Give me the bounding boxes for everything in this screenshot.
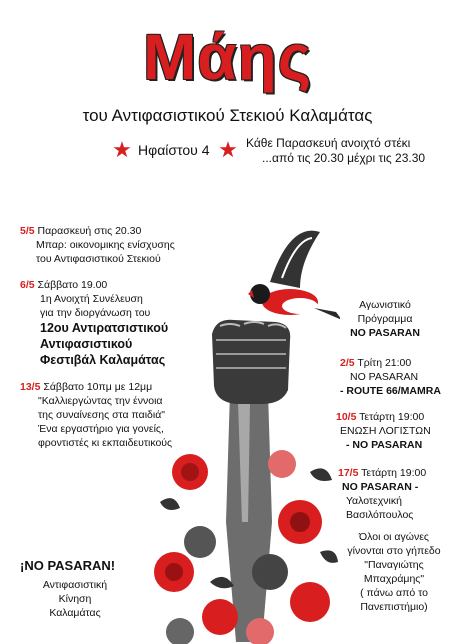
event-line: της συναίνεσης στα παιδιά": [38, 409, 166, 421]
match-line: Υαλοτεχνική: [346, 495, 402, 507]
event-line: Αντιφασιστικού: [40, 337, 133, 351]
footer-line: Κίνηση: [58, 593, 92, 605]
event-line: 1η Ανοιχτή Συνέλευση: [40, 293, 143, 305]
event-line: φροντιστές κι εκπαιδευτικούς: [38, 437, 173, 449]
match-date: 10/5: [336, 411, 357, 423]
match-10-5: [336, 410, 452, 452]
event-line: για την διοργάνωση του: [40, 307, 151, 319]
match-time: Τετάρτη 19:00: [358, 467, 427, 479]
venue-line: "Παναγιώτης: [364, 559, 424, 571]
event-time: Παρασκευή στις 20.30: [34, 225, 142, 237]
event-time: Σάββατο 10πμ με 12μμ: [40, 381, 153, 393]
heading-line: Αγωνιστικό: [359, 299, 411, 311]
venue-line: Πανεπιστήμιο): [360, 601, 428, 613]
event-line: Φεστιβάλ Καλαμάτας: [40, 353, 166, 367]
match-line: - NO PASARAN: [346, 439, 423, 451]
venue-info: [336, 530, 452, 614]
venue-line: ( πάνω από το: [360, 587, 428, 599]
venue-line: γίνονται στο γήπεδο: [347, 545, 441, 557]
venue-line: Όλοι οι αγώνες: [359, 531, 429, 543]
match-line: NO PASARAN: [350, 371, 419, 383]
match-line: - ROUTE 66/MAMRA: [340, 385, 441, 397]
match-date: 2/5: [340, 357, 355, 369]
event-line: του Αντιφασιστικού Στεκιού: [36, 253, 161, 265]
heading-line: NO PASARAN: [350, 327, 420, 339]
event-line: Μπαρ: οικονομικης ενίσχυσης: [36, 239, 175, 251]
event-6-5: [20, 278, 200, 368]
heading-line: Πρόγραμμα: [357, 313, 413, 325]
event-time: Σάββατο 19.00: [34, 279, 108, 291]
star-icon: ★: [218, 137, 238, 162]
venue-line: Μπαχράμης": [363, 573, 425, 585]
event-13-5: [20, 380, 200, 450]
address: Ηφαίστου 4: [138, 142, 210, 158]
event-line: 12ου Αντιρατσιστικού: [40, 321, 169, 335]
match-line: NO PASARAN -: [342, 481, 419, 493]
star-icon: ★: [112, 137, 132, 162]
left-footer: [20, 558, 150, 620]
match-17-5: [338, 466, 452, 522]
match-line: ΕΝΩΣΗ ΛΟΓΙΣΤΩΝ: [340, 425, 431, 437]
event-5-5: [20, 224, 200, 266]
event-date: 13/5: [20, 381, 41, 393]
schedule-line-2: ...από τις 20.30 μέχρι τις 23.30: [262, 151, 426, 165]
match-2-5: [340, 356, 452, 398]
event-date: 5/5: [20, 225, 35, 237]
footer-line: Αντιφασιστική: [42, 579, 108, 591]
footer-line: Καλαμάτας: [49, 607, 101, 619]
event-line: "Καλλιεργώντας την έννοια: [38, 395, 163, 407]
event-line: Ένα εργαστήριο για γονείς,: [38, 423, 164, 435]
poster-subtitle: του Αντιφασιστικού Στεκιού Καλαμάτας: [82, 106, 373, 125]
program-heading: [330, 298, 440, 340]
match-date: 17/5: [338, 467, 359, 479]
no-pasaran-heading: ¡NO PASARAN!: [20, 558, 116, 573]
match-time: Τρίτη 21:00: [354, 357, 412, 369]
match-time: Τετάρτη 19:00: [356, 411, 425, 423]
event-date: 6/5: [20, 279, 35, 291]
poster-title: Μάης: [142, 21, 313, 93]
match-line: Βασιλόπουλος: [346, 509, 414, 521]
schedule-line-1: Κάθε Παρασκευή ανοιχτό στέκι: [246, 136, 411, 150]
